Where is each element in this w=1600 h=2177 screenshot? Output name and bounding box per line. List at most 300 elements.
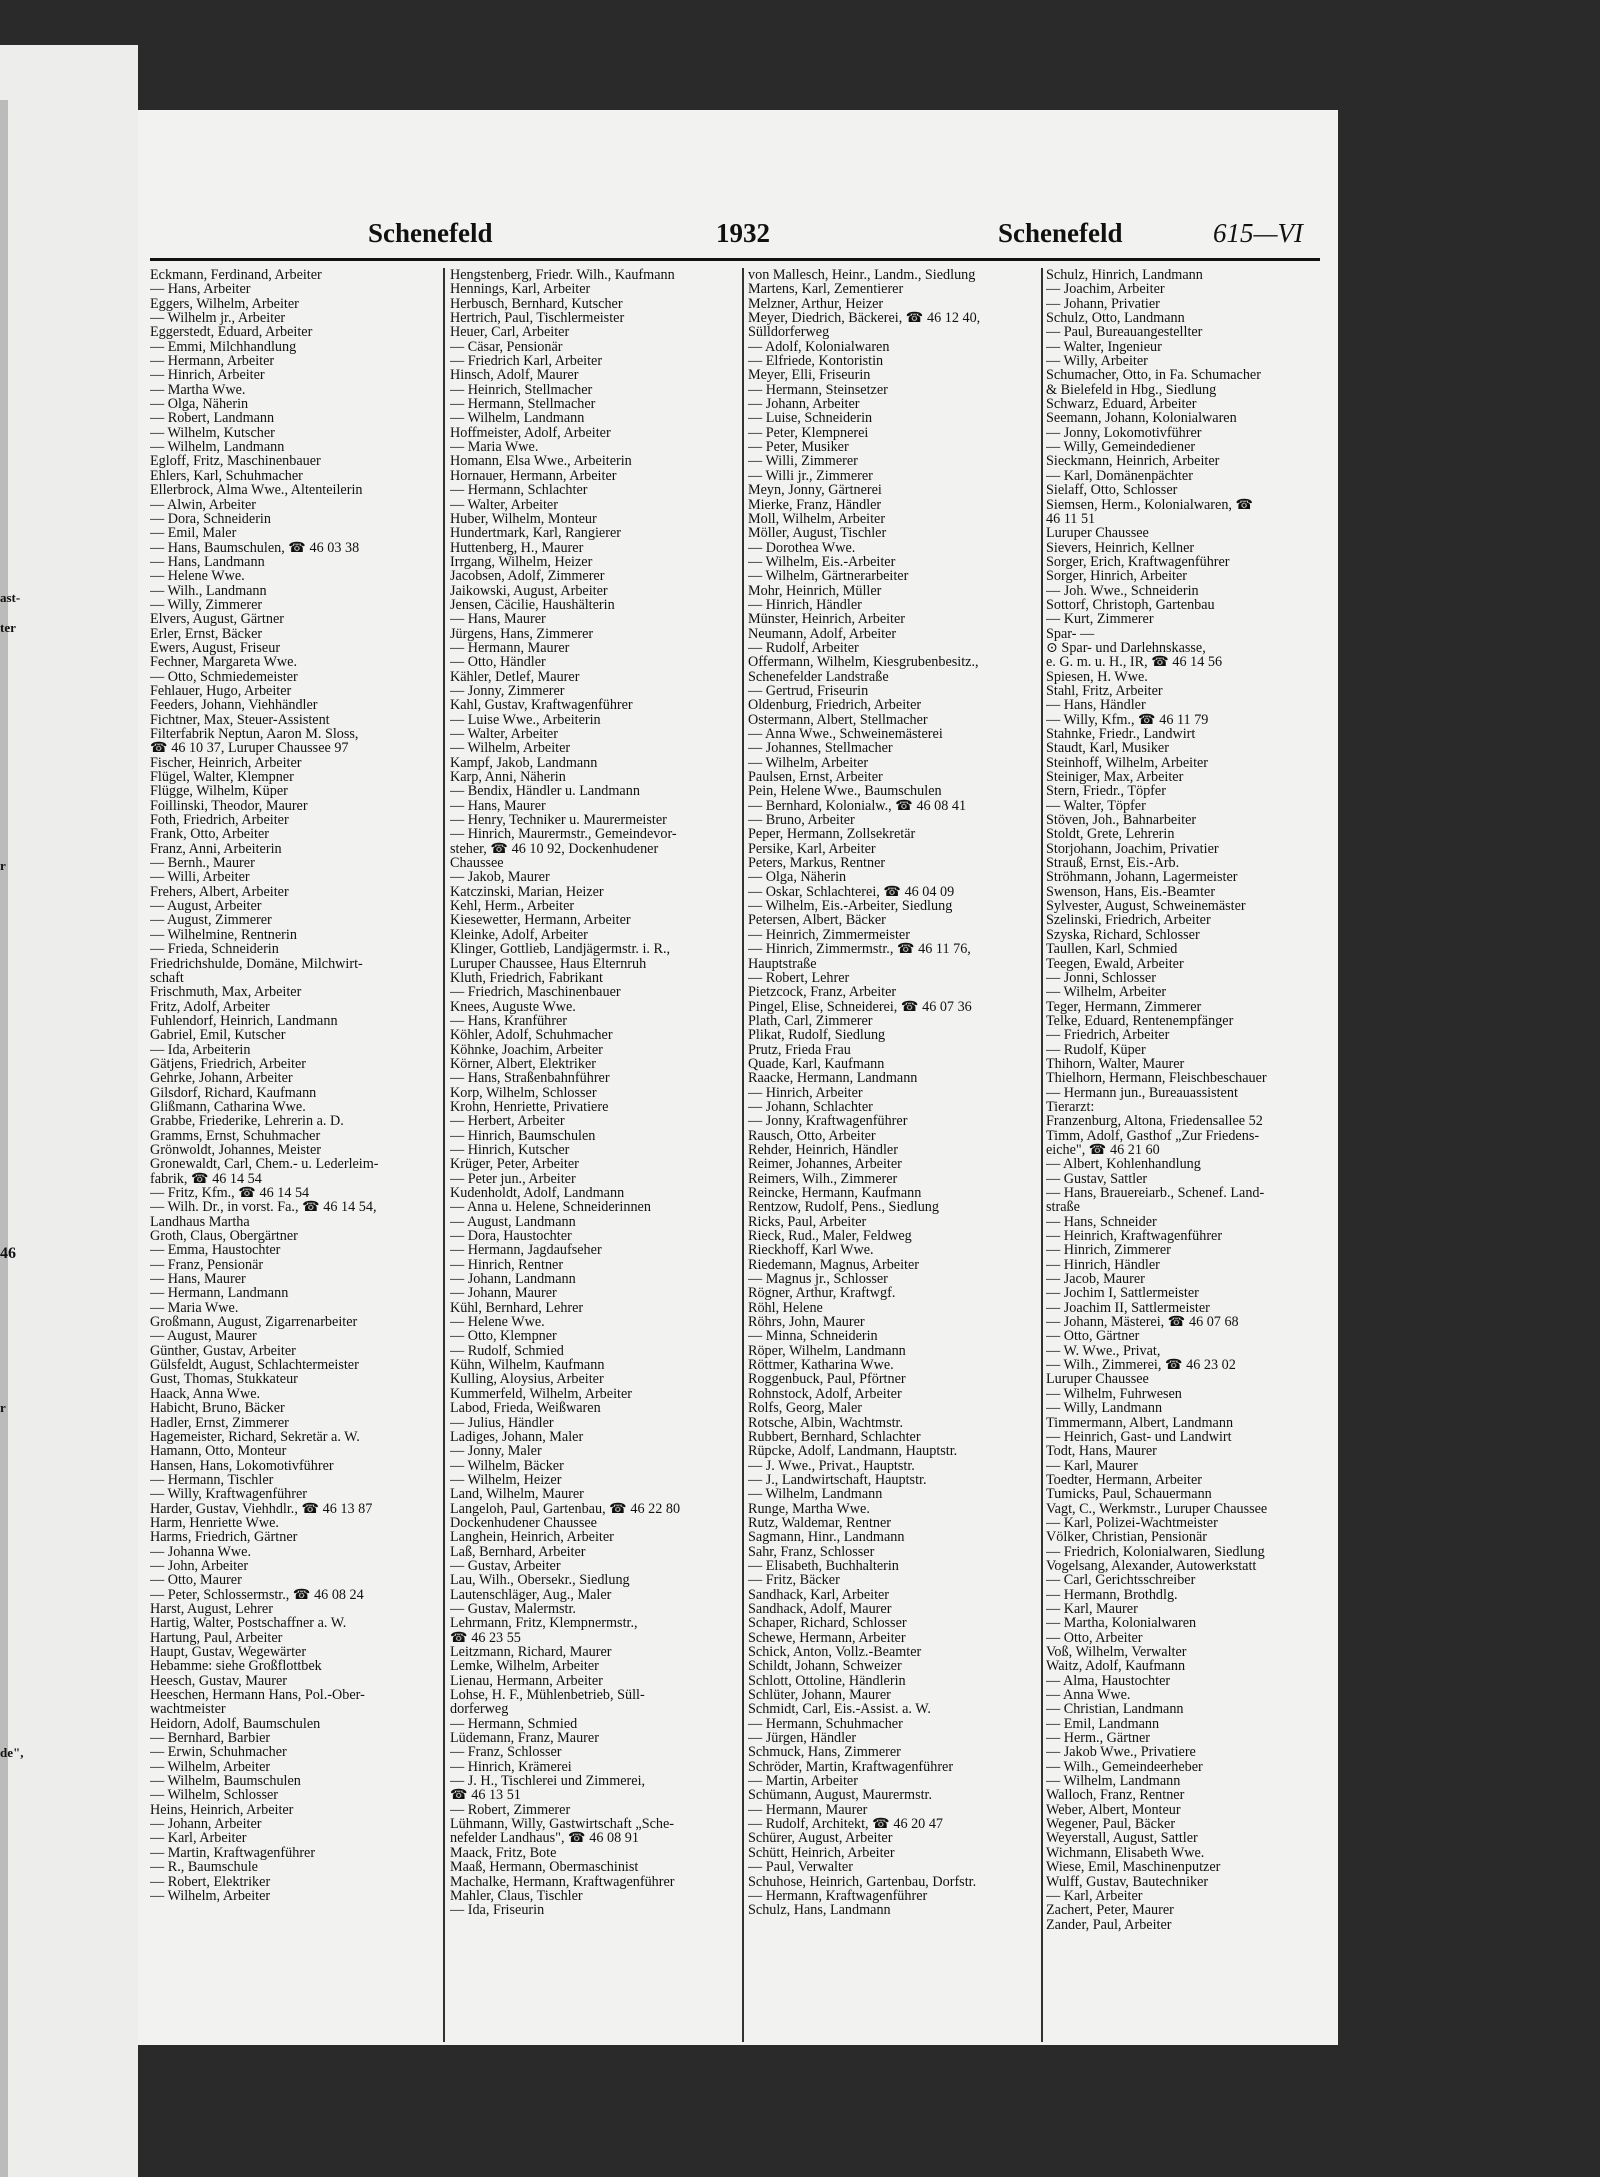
directory-entry: — Hinrich, Zimmermstr., ☎ 46 11 76, bbox=[748, 941, 971, 958]
directory-entry: — Maria Wwe. bbox=[150, 1299, 239, 1316]
directory-entry: straße bbox=[1046, 1199, 1080, 1216]
directory-entry: Schaper, Richard, Schlosser bbox=[748, 1615, 907, 1632]
directory-entry: Swenson, Hans, Eis.-Beamter bbox=[1046, 883, 1216, 900]
directory-entry: Rohnstock, Adolf, Arbeiter bbox=[748, 1385, 902, 1402]
directory-entry: — Karl, Arbeiter bbox=[1046, 1887, 1143, 1904]
directory-entry: — Gustav, Malermstr. bbox=[450, 1600, 576, 1617]
directory-entry: Sagmann, Hinr., Landmann bbox=[748, 1529, 905, 1546]
directory-entry: — Dora, Schneiderin bbox=[150, 510, 271, 527]
directory-entry: schaft bbox=[150, 969, 184, 986]
directory-entry: Münster, Heinrich, Arbeiter bbox=[748, 611, 906, 628]
directory-entry: — Hans, Maurer bbox=[450, 611, 546, 628]
directory-entry: — Wilh., Landmann bbox=[150, 582, 267, 599]
directory-entry: Harms, Friedrich, Gärtner bbox=[150, 1529, 298, 1546]
header-place-right: Schenefeld bbox=[998, 218, 1123, 248]
directory-entry: — Magnus jr., Schlosser bbox=[748, 1271, 888, 1288]
directory-entry: Herbusch, Bernhard, Kutscher bbox=[450, 295, 623, 312]
directory-entry: — Heinrich, Stellmacher bbox=[450, 381, 593, 398]
directory-entry: Schumacher, Otto, in Fa. Schumacher bbox=[1046, 367, 1261, 384]
directory-entry: Frischmuth, Max, Arbeiter bbox=[150, 984, 302, 1001]
directory-entry: — Rudolf, Schmied bbox=[450, 1342, 564, 1359]
directory-entry: Gramms, Ernst, Schuhmacher bbox=[150, 1127, 321, 1144]
directory-entry: — Hermann, Schlachter bbox=[450, 482, 588, 499]
directory-entry: Peters, Markus, Rentner bbox=[748, 855, 886, 872]
directory-entry: — Johann, Maurer bbox=[450, 1285, 557, 1302]
directory-entry: ⊙ Spar- und Darlehnskasse, bbox=[1046, 639, 1206, 656]
directory-entry: Staudt, Karl, Musiker bbox=[1046, 740, 1169, 757]
directory-entry: Möller, August, Tischler bbox=[748, 525, 887, 542]
directory-entry: Katczinski, Marian, Heizer bbox=[450, 883, 604, 900]
directory-entry: — J., Landwirtschaft, Hauptstr. bbox=[748, 1471, 927, 1488]
directory-entry: fabrik, ☎ 46 14 54 bbox=[150, 1170, 262, 1187]
directory-entry: — August, Landmann bbox=[450, 1213, 576, 1230]
directory-entry: Pingel, Elise, Schneiderei, ☎ 46 07 36 bbox=[748, 998, 972, 1015]
directory-entry: — Hinrich, Arbeiter bbox=[748, 1084, 863, 1101]
directory-entry: — Emil, Landmann bbox=[1046, 1715, 1160, 1732]
directory-entry: Eggerstedt, Eduard, Arbeiter bbox=[150, 324, 313, 341]
directory-entry: — Walter, Arbeiter bbox=[450, 496, 558, 513]
directory-entry: — Peter, Musiker bbox=[748, 439, 849, 456]
directory-entry: — Henry, Techniker u. Maurermeister bbox=[450, 812, 667, 829]
directory-entry: — Jonny, Kraftwagenführer bbox=[748, 1113, 908, 1130]
directory-entry: Spar- — bbox=[1046, 625, 1095, 642]
directory-entry: Lemke, Wilhelm, Arbeiter bbox=[450, 1658, 599, 1675]
directory-entry: Ewers, August, Friseur bbox=[150, 639, 281, 656]
directory-entry: Wegener, Paul, Bäcker bbox=[1046, 1816, 1176, 1833]
directory-entry: — Walter, Ingenieur bbox=[1046, 338, 1162, 355]
directory-entry: Kudenholdt, Adolf, Landmann bbox=[450, 1185, 625, 1201]
directory-entry: — Hermann, Kraftwagenführer bbox=[748, 1887, 928, 1904]
directory-entry: — Hinrich, Händler bbox=[748, 596, 862, 613]
directory-entry: — J. H., Tischlerei und Zimmerei, bbox=[450, 1773, 646, 1790]
directory-entry: — Wilhelm, Eis.-Arbeiter bbox=[748, 553, 896, 570]
directory-entry: — Paul, Bureauangestellter bbox=[1046, 324, 1203, 341]
directory-entry: — Willy, Gemeindediener bbox=[1046, 439, 1196, 456]
directory-entry: — Jonni, Schlosser bbox=[1046, 969, 1156, 986]
directory-entry: Röhrs, John, Maurer bbox=[748, 1314, 865, 1331]
directory-entry: Jürgens, Hans, Zimmerer bbox=[450, 625, 594, 642]
directory-entry: Seemann, Johann, Kolonialwaren bbox=[1046, 410, 1237, 427]
directory-entry: — Hinrich, Arbeiter bbox=[150, 367, 265, 384]
directory-entry: — R., Baumschule bbox=[150, 1859, 258, 1876]
directory-entry: — Hermann, Maurer bbox=[748, 1801, 868, 1818]
directory-entry: Schulz, Hans, Landmann bbox=[748, 1902, 891, 1918]
directory-entry: Feeders, Johann, Viehhändler bbox=[150, 697, 318, 714]
directory-entry: — Bernhard, Kolonialw., ☎ 46 08 41 bbox=[748, 797, 967, 814]
column-1 bbox=[150, 268, 442, 1903]
directory-entry: Eggers, Wilhelm, Arbeiter bbox=[150, 295, 299, 312]
directory-entry: Harder, Gustav, Viehhdlr., ☎ 46 13 87 bbox=[150, 1500, 373, 1517]
margin-fragment: r bbox=[0, 858, 6, 873]
directory-entry: Kahl, Gustav, Kraftwagenführer bbox=[450, 697, 633, 714]
column-divider bbox=[443, 268, 445, 2042]
directory-entry: dorferweg bbox=[450, 1701, 509, 1718]
directory-entry: — Wilh., Zimmerei, ☎ 46 23 02 bbox=[1046, 1357, 1236, 1374]
directory-entry: Spiesen, H. Wwe. bbox=[1046, 668, 1148, 685]
directory-entry: Reincke, Hermann, Kaufmann bbox=[748, 1185, 922, 1201]
directory-entry: Schuhose, Heinrich, Gartenbau, Dorfstr. bbox=[748, 1873, 977, 1890]
directory-entry: — Rudolf, Arbeiter bbox=[748, 639, 859, 656]
directory-entry: Sülldorferweg bbox=[748, 324, 830, 341]
directory-entry: Neumann, Adolf, Arbeiter bbox=[748, 625, 897, 642]
directory-entry: Reimers, Wilh., Zimmerer bbox=[748, 1170, 898, 1187]
directory-entry: Plikat, Rudolf, Siedlung bbox=[748, 1027, 886, 1044]
directory-entry: Wulff, Gustav, Bautechniker bbox=[1046, 1873, 1209, 1890]
directory-entry: — Peter, Klempnerei bbox=[748, 424, 869, 441]
directory-entry: Moll, Wilhelm, Arbeiter bbox=[748, 510, 886, 527]
header-place-left: Schenefeld bbox=[368, 218, 493, 248]
directory-entry: Sylvester, August, Schweinemäster bbox=[1046, 898, 1246, 915]
directory-entry: Fechner, Margareta Wwe. bbox=[150, 654, 298, 671]
directory-entry: Schulz, Otto, Landmann bbox=[1046, 310, 1185, 327]
page-number: 615—VI bbox=[1213, 218, 1303, 248]
directory-entry: von Mallesch, Heinr., Landm., Siedlung bbox=[748, 268, 976, 283]
directory-entry: — Hermann, Jagdaufseher bbox=[450, 1242, 602, 1259]
directory-entry: — Heinrich, Gast- und Landwirt bbox=[1046, 1428, 1232, 1445]
directory-entry: Köhler, Adolf, Schuhmacher bbox=[450, 1027, 613, 1044]
directory-entry: Melzner, Arthur, Heizer bbox=[748, 295, 884, 312]
directory-entry: — Dorothea Wwe. bbox=[748, 539, 856, 556]
directory-entry: — Johann, Arbeiter bbox=[150, 1816, 262, 1833]
directory-entry: Heidorn, Adolf, Baumschulen bbox=[150, 1715, 321, 1732]
directory-entry: Ricks, Paul, Arbeiter bbox=[748, 1213, 867, 1230]
directory-entry: Schlott, Ottoline, Händlerin bbox=[748, 1672, 906, 1689]
directory-entry: — Bernh., Maurer bbox=[150, 855, 255, 872]
directory-entry: Labod, Frieda, Weißwaren bbox=[450, 1400, 601, 1417]
directory-entry: Szelinski, Friedrich, Arbeiter bbox=[1046, 912, 1211, 929]
directory-entry: Hagemeister, Richard, Sekretär a. W. bbox=[150, 1428, 360, 1445]
directory-entry: — Hermann, Maurer bbox=[450, 639, 570, 656]
directory-entry: — Hermann, Steinsetzer bbox=[748, 381, 888, 398]
directory-entry: Luruper Chaussee bbox=[1046, 1371, 1149, 1388]
directory-entry: Zachert, Peter, Maurer bbox=[1046, 1902, 1174, 1919]
directory-entry: Strauß, Ernst, Eis.-Arb. bbox=[1046, 855, 1180, 872]
directory-entry: — Otto, Gärtner bbox=[1046, 1328, 1140, 1345]
directory-entry: Hinsch, Adolf, Maurer bbox=[450, 367, 579, 384]
directory-entry: Sottorf, Christoph, Gartenbau bbox=[1046, 596, 1215, 613]
directory-entry: wachtmeister bbox=[150, 1701, 226, 1718]
column-divider bbox=[1041, 268, 1043, 2042]
left-page-fragment bbox=[0, 45, 138, 2177]
directory-page bbox=[138, 110, 1338, 2045]
directory-entry: Walloch, Franz, Rentner bbox=[1046, 1787, 1185, 1804]
directory-entry: Irrgang, Wilhelm, Heizer bbox=[450, 553, 593, 570]
directory-entry: Teegen, Ewald, Arbeiter bbox=[1046, 955, 1184, 972]
directory-entry: — Hermann, Tischler bbox=[150, 1471, 274, 1488]
directory-entry: — John, Arbeiter bbox=[150, 1557, 249, 1574]
directory-entry: Persike, Karl, Arbeiter bbox=[748, 840, 876, 857]
directory-entry: Sandhack, Adolf, Maurer bbox=[748, 1600, 892, 1617]
directory-entry: Leitzmann, Richard, Maurer bbox=[450, 1644, 612, 1660]
directory-entry: — Cäsar, Pensionär bbox=[450, 338, 563, 355]
directory-entry: — Willi jr., Zimmerer bbox=[748, 467, 873, 484]
directory-entry: — Gustav, Arbeiter bbox=[450, 1557, 561, 1574]
directory-entry: Telke, Eduard, Rentenempfänger bbox=[1046, 1012, 1234, 1029]
directory-entry: Lohse, H. F., Mühlenbetrieb, Süll- bbox=[450, 1687, 645, 1704]
directory-entry: Jacobsen, Adolf, Zimmerer bbox=[450, 568, 605, 585]
directory-entry: Stoldt, Grete, Lehrerin bbox=[1046, 826, 1175, 843]
directory-entry: — Jürgen, Händler bbox=[748, 1730, 857, 1747]
directory-entry: — Wilhelm, Landmann bbox=[450, 410, 585, 427]
directory-entry: Kampf, Jakob, Landmann bbox=[450, 754, 598, 771]
directory-entry: Fuhlendorf, Heinrich, Landmann bbox=[150, 1012, 338, 1029]
directory-entry: — Hermann, Schmied bbox=[450, 1715, 578, 1732]
directory-entry: — Hinrich, Baumschulen bbox=[450, 1127, 596, 1144]
directory-entry: Timmermann, Albert, Landmann bbox=[1046, 1414, 1234, 1431]
directory-entry: Maaß, Hermann, Obermaschinist bbox=[450, 1859, 639, 1876]
directory-entry: Kähler, Detlef, Maurer bbox=[450, 668, 580, 685]
directory-entry: Kluth, Friedrich, Fabrikant bbox=[450, 969, 603, 986]
directory-entry: Kühn, Wilhelm, Kaufmann bbox=[450, 1357, 605, 1374]
directory-entry: Mierke, Franz, Händler bbox=[748, 496, 882, 513]
directory-entry: Hundertmark, Karl, Rangierer bbox=[450, 525, 621, 542]
directory-entry: Kiesewetter, Hermann, Arbeiter bbox=[450, 912, 631, 929]
directory-entry: Meyer, Elli, Friseurin bbox=[748, 367, 871, 384]
directory-entry: — Rudolf, Architekt, ☎ 46 20 47 bbox=[748, 1816, 944, 1833]
directory-entry: Fichtner, Max, Steuer-Assistent bbox=[150, 711, 330, 728]
directory-entry: Schenefelder Landstraße bbox=[748, 668, 889, 685]
directory-entry: — Wilhelm, Arbeiter bbox=[150, 1887, 271, 1904]
directory-entry: Franzenburg, Altona, Friedensallee 52 bbox=[1046, 1113, 1263, 1130]
directory-entry: — Jakob, Maurer bbox=[450, 869, 550, 886]
directory-entry: Haupt, Gustav, Wegewärter bbox=[150, 1644, 307, 1660]
directory-entry: Schütt, Heinrich, Arbeiter bbox=[748, 1844, 895, 1861]
directory-entry: — Rudolf, Küper bbox=[1046, 1041, 1146, 1058]
directory-entry: — Bernhard, Barbier bbox=[150, 1730, 271, 1747]
directory-entry: ☎ 46 13 51 bbox=[450, 1787, 521, 1804]
directory-entry: — Hans, Schneider bbox=[1046, 1213, 1157, 1230]
directory-entry: Eckmann, Ferdinand, Arbeiter bbox=[150, 268, 322, 283]
directory-entry: Sahr, Franz, Schlosser bbox=[748, 1543, 875, 1560]
directory-entry: Jaikowski, August, Arbeiter bbox=[450, 582, 608, 599]
directory-entry: Gust, Thomas, Stukkateur bbox=[150, 1371, 298, 1388]
column-2 bbox=[450, 268, 742, 1918]
directory-entry: Pein, Helene Wwe., Baumschulen bbox=[748, 783, 942, 800]
directory-entry: — Friedrich, Arbeiter bbox=[1046, 1027, 1170, 1044]
directory-entry: Gätjens, Friedrich, Arbeiter bbox=[150, 1055, 307, 1072]
directory-entry: Wiese, Emil, Maschinenputzer bbox=[1046, 1859, 1221, 1876]
directory-entry: Riedemann, Magnus, Arbeiter bbox=[748, 1256, 919, 1273]
directory-entry: — Wilhelm, Landmann bbox=[1046, 1773, 1181, 1790]
directory-entry: — Emma, Haustochter bbox=[150, 1242, 281, 1259]
directory-entry: Fischer, Heinrich, Arbeiter bbox=[150, 754, 302, 771]
directory-entry: — Jacob, Maurer bbox=[1046, 1271, 1145, 1288]
directory-entry: Rüpcke, Adolf, Landmann, Hauptstr. bbox=[748, 1443, 958, 1460]
directory-entry: Hansen, Hans, Lokomotivführer bbox=[150, 1457, 334, 1474]
directory-entry: Röhl, Helene bbox=[748, 1299, 823, 1316]
directory-entry: Körner, Albert, Elektriker bbox=[450, 1055, 596, 1072]
directory-entry: Schümann, August, Maurermstr. bbox=[748, 1787, 933, 1804]
directory-entry: — Martin, Kraftwagenführer bbox=[150, 1844, 316, 1861]
directory-entry: — Johann, Privatier bbox=[1046, 295, 1160, 312]
margin-fragment: de", bbox=[0, 1745, 24, 1760]
directory-entry: — August, Zimmerer bbox=[150, 912, 272, 929]
directory-entry: Kulling, Aloysius, Arbeiter bbox=[450, 1371, 604, 1388]
directory-entry: — Friedrich Karl, Arbeiter bbox=[450, 353, 603, 370]
directory-entry: — Karl, Polizei-Wachtmeister bbox=[1046, 1514, 1218, 1531]
directory-entry: — Bruno, Arbeiter bbox=[748, 812, 855, 829]
column-3 bbox=[748, 268, 1040, 1918]
directory-entry: e. G. m. u. H., IR, ☎ 46 14 56 bbox=[1046, 654, 1223, 671]
directory-entry: ☎ 46 23 55 bbox=[450, 1629, 521, 1646]
directory-entry: — Julius, Händler bbox=[450, 1414, 554, 1431]
directory-entry: Schick, Anton, Vollz.-Beamter bbox=[748, 1644, 922, 1660]
directory-entry: Prutz, Frieda Frau bbox=[748, 1041, 851, 1058]
directory-entry: Raacke, Hermann, Landmann bbox=[748, 1070, 918, 1087]
directory-entry: — Wilh. Dr., in vorst. Fa., ☎ 46 14 54, bbox=[150, 1199, 377, 1216]
directory-entry: — Emil, Maler bbox=[150, 525, 237, 542]
directory-entry: Gronewaldt, Carl, Chem.- u. Lederleim- bbox=[150, 1156, 379, 1173]
directory-entry: — Hermann, Brothdlg. bbox=[1046, 1586, 1178, 1603]
directory-entry: Haack, Anna Wwe. bbox=[150, 1385, 261, 1402]
directory-entry: — Adolf, Kolonialwaren bbox=[748, 338, 890, 355]
directory-entry: — Martin, Arbeiter bbox=[748, 1773, 858, 1790]
directory-entry: — Alma, Haustochter bbox=[1046, 1672, 1171, 1689]
directory-entry: Krüger, Peter, Arbeiter bbox=[450, 1156, 579, 1173]
directory-entry: Hertrich, Paul, Tischlermeister bbox=[450, 310, 625, 327]
directory-entry: — Johann, Schlachter bbox=[748, 1098, 873, 1115]
directory-entry: Fritz, Adolf, Arbeiter bbox=[150, 998, 270, 1015]
directory-entry: Sandhack, Karl, Arbeiter bbox=[748, 1586, 890, 1603]
directory-entry: — Emmi, Milchhandlung bbox=[150, 338, 297, 355]
directory-entry: — Hermann jun., Bureauassistent bbox=[1046, 1084, 1238, 1101]
directory-entry: Franz, Anni, Arbeiterin bbox=[150, 840, 282, 857]
margin-fragment: ast- bbox=[0, 590, 21, 605]
directory-entry: — Fritz, Bäcker bbox=[748, 1572, 840, 1589]
directory-entry: — Bendix, Händler u. Landmann bbox=[450, 783, 640, 800]
directory-entry: Todt, Hans, Maurer bbox=[1046, 1443, 1157, 1460]
directory-entry: — Karl, Maurer bbox=[1046, 1457, 1138, 1474]
directory-entry: — Joh. Wwe., Schneiderin bbox=[1046, 582, 1199, 599]
directory-entry: — Peter, Schlossermstr., ☎ 46 08 24 bbox=[150, 1586, 364, 1603]
directory-entry: Schulz, Hinrich, Landmann bbox=[1046, 268, 1203, 283]
directory-entry: Taullen, Karl, Schmied bbox=[1046, 941, 1178, 958]
directory-entry: — Martha, Kolonialwaren bbox=[1046, 1615, 1197, 1632]
directory-entry: — Johann, Arbeiter bbox=[748, 396, 860, 413]
directory-entry: Hengstenberg, Friedr. Wilh., Kaufmann bbox=[450, 268, 675, 283]
directory-entry: Völker, Christian, Pensionär bbox=[1046, 1529, 1207, 1546]
directory-entry: Luruper Chaussee bbox=[1046, 525, 1149, 542]
directory-entry: — Peter jun., Arbeiter bbox=[450, 1170, 576, 1187]
directory-entry: — Wilhelmine, Rentnerin bbox=[150, 926, 297, 943]
directory-entry: Günther, Gustav, Arbeiter bbox=[150, 1342, 296, 1359]
directory-entry: — Frieda, Schneiderin bbox=[150, 941, 279, 958]
directory-entry: steher, ☎ 46 10 92, Dockenhudener bbox=[450, 840, 659, 857]
directory-entry: — Anna u. Helene, Schneiderinnen bbox=[450, 1199, 651, 1216]
directory-entry: Thielhorn, Hermann, Fleischbeschauer bbox=[1046, 1070, 1267, 1087]
margin-fragment: 46 bbox=[0, 1245, 16, 1262]
directory-entry: — Wilhelm, Arbeiter bbox=[150, 1758, 271, 1775]
directory-entry: Grabbe, Friederike, Lehrerin a. D. bbox=[150, 1113, 344, 1130]
directory-entry: — Heinrich, Kraftwagenführer bbox=[1046, 1228, 1223, 1245]
directory-entry: Mohr, Heinrich, Müller bbox=[748, 582, 882, 599]
directory-entry: — Willy, Kfm., ☎ 46 11 79 bbox=[1046, 711, 1209, 728]
directory-entry: Karp, Anni, Näherin bbox=[450, 769, 566, 786]
directory-entry: — Jonny, Zimmerer bbox=[450, 682, 565, 699]
directory-entry: — Hinrich, Händler bbox=[1046, 1256, 1160, 1273]
directory-entry: Land, Wilhelm, Maurer bbox=[450, 1486, 584, 1503]
directory-entry: — Wilhelm, Fuhrwesen bbox=[1046, 1385, 1182, 1402]
directory-entry: Meyer, Diedrich, Bäckerei, ☎ 46 12 40, bbox=[748, 310, 981, 327]
directory-entry: Stahl, Fritz, Arbeiter bbox=[1046, 682, 1163, 699]
directory-entry: — Alwin, Arbeiter bbox=[150, 496, 256, 513]
header-rule bbox=[150, 258, 1320, 261]
directory-entry: — Kurt, Zimmerer bbox=[1046, 611, 1154, 628]
directory-entry: — Willi, Arbeiter bbox=[150, 869, 250, 886]
directory-entry: & Bielefeld in Hbg., Siedlung bbox=[1046, 381, 1217, 398]
directory-entry: — Robert, Landmann bbox=[150, 410, 275, 427]
directory-entry: — Wilhelm, Landmann bbox=[748, 1486, 883, 1503]
directory-entry: — Elisabeth, Buchhalterin bbox=[748, 1557, 899, 1574]
directory-entry: — Hinrich, Kutscher bbox=[450, 1141, 570, 1158]
directory-entry: — Hinrich, Zimmerer bbox=[1046, 1242, 1171, 1259]
directory-entry: — Johann, Mästerei, ☎ 46 07 68 bbox=[1046, 1314, 1239, 1331]
directory-entry: eiche", ☎ 46 21 60 bbox=[1046, 1141, 1160, 1158]
directory-entry: Foillinski, Theodor, Maurer bbox=[150, 797, 308, 814]
directory-entry: Lau, Wilh., Obersekr., Siedlung bbox=[450, 1572, 630, 1589]
directory-entry: Paulsen, Ernst, Arbeiter bbox=[748, 769, 883, 786]
directory-entry: — Otto, Maurer bbox=[150, 1572, 242, 1589]
directory-entry: Flügge, Wilhelm, Küper bbox=[150, 783, 288, 800]
directory-entry: Harm, Henriette Wwe. bbox=[150, 1514, 279, 1531]
directory-entry: — Willy, Kraftwagenführer bbox=[150, 1486, 308, 1503]
directory-entry: Teger, Hermann, Zimmerer bbox=[1046, 998, 1202, 1015]
directory-entry: Huttenberg, H., Maurer bbox=[450, 539, 584, 556]
directory-entry: — Anna Wwe., Schweinemästerei bbox=[748, 726, 943, 742]
directory-entry: — Jonny, Maler bbox=[450, 1443, 542, 1460]
directory-entry: Lühmann, Willy, Gastwirtschaft „Sche- bbox=[450, 1816, 675, 1833]
directory-entry: Rolfs, Georg, Maler bbox=[748, 1400, 863, 1417]
directory-entry: Sielaff, Otto, Schlosser bbox=[1046, 482, 1178, 499]
directory-entry: — August, Maurer bbox=[150, 1328, 257, 1345]
directory-entry: Toedter, Hermann, Arbeiter bbox=[1046, 1471, 1203, 1488]
directory-entry: Vagt, C., Werkmstr., Luruper Chaussee bbox=[1046, 1500, 1268, 1517]
directory-entry: Ellerbrock, Alma Wwe., Altenteilerin bbox=[150, 482, 363, 499]
directory-entry: — Oskar, Schlachterei, ☎ 46 04 09 bbox=[748, 883, 955, 900]
directory-entry: Schwarz, Eduard, Arbeiter bbox=[1046, 396, 1197, 413]
directory-entry: — Wilhelm, Eis.-Arbeiter, Siedlung bbox=[748, 898, 953, 915]
directory-entry: Rieck, Rud., Maler, Feldweg bbox=[748, 1228, 912, 1245]
directory-entry: Sorger, Hinrich, Arbeiter bbox=[1046, 568, 1188, 585]
directory-entry: Frehers, Albert, Arbeiter bbox=[150, 883, 289, 900]
directory-entry: — Walter, Arbeiter bbox=[450, 726, 558, 742]
directory-entry: Glißmann, Catharina Wwe. bbox=[150, 1098, 306, 1115]
directory-entry: Klinger, Gottlieb, Landjägermstr. i. R., bbox=[450, 941, 671, 958]
directory-entry: — Erwin, Schuhmacher bbox=[150, 1744, 287, 1761]
directory-entry: Weber, Albert, Monteur bbox=[1046, 1801, 1181, 1818]
directory-entry: Ostermann, Albert, Stellmacher bbox=[748, 711, 928, 728]
directory-entry: Landhaus Martha bbox=[150, 1213, 250, 1230]
directory-entry: Stöven, Joh., Bahnarbeiter bbox=[1046, 812, 1197, 829]
directory-entry: — Herbert, Arbeiter bbox=[450, 1113, 565, 1130]
directory-entry: Meyn, Jonny, Gärtnerei bbox=[748, 482, 882, 499]
directory-entry: — Hinrich, Rentner bbox=[450, 1256, 564, 1273]
directory-entry: — Friedrich, Kolonialwaren, Siedlung bbox=[1046, 1543, 1265, 1560]
directory-entry: — Wilhelm, Heizer bbox=[450, 1471, 562, 1488]
directory-entry: Hauptstraße bbox=[748, 955, 817, 972]
directory-entry: — Robert, Elektriker bbox=[150, 1873, 271, 1890]
directory-entry: — Wilhelm, Arbeiter bbox=[748, 754, 869, 771]
directory-entry: — Wilhelm, Schlosser bbox=[150, 1787, 279, 1804]
directory-entry: — Franz, Pensionär bbox=[150, 1256, 264, 1273]
page-edge bbox=[0, 100, 8, 2177]
directory-entry: — Gertrud, Friseurin bbox=[748, 682, 869, 699]
directory-entry: Machalke, Hermann, Kraftwagenführer bbox=[450, 1873, 675, 1890]
directory-entry: — Luise Wwe., Arbeiterin bbox=[450, 711, 601, 728]
directory-entry: Krohn, Henriette, Privatiere bbox=[450, 1098, 609, 1115]
directory-entry: Röttmer, Katharina Wwe. bbox=[748, 1357, 894, 1374]
directory-entry: Ströhmann, Johann, Lagermeister bbox=[1046, 869, 1238, 886]
